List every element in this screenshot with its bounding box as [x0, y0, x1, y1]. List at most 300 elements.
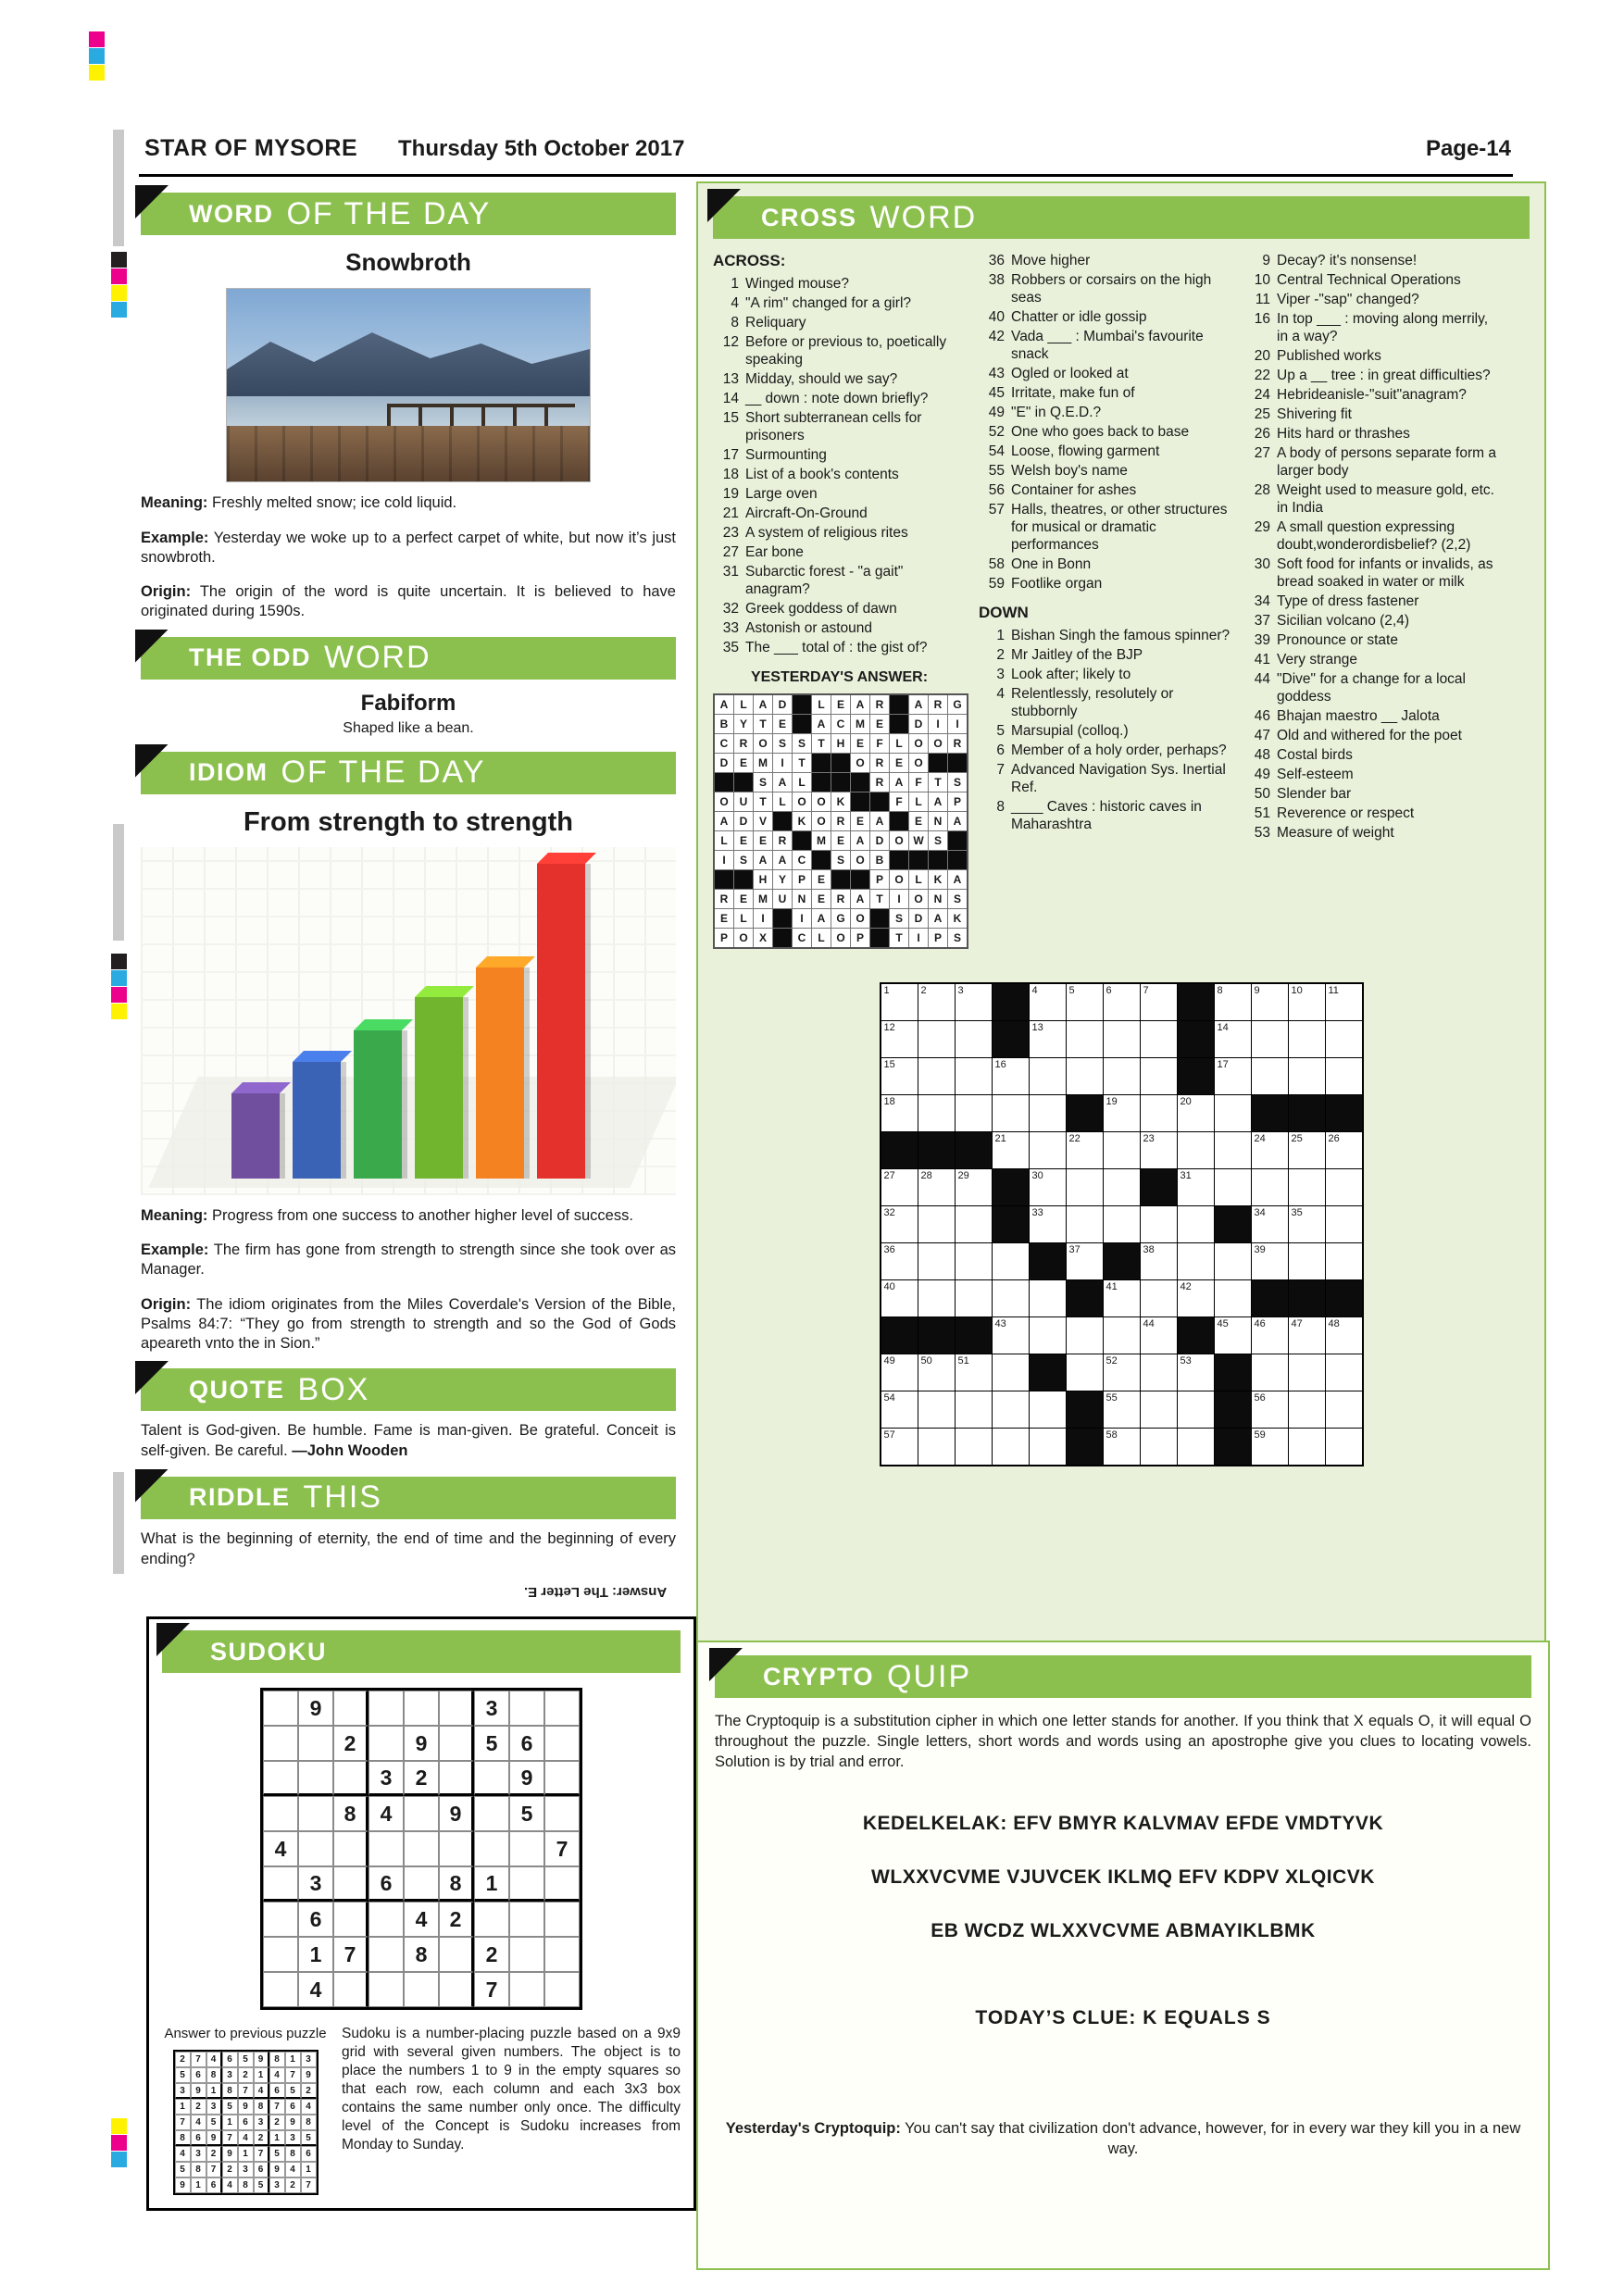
clue-text: Bhajan maestro __ Jalota — [1277, 708, 1440, 724]
clue-text: A small question expressing doubt,wonderordisbelief? (2,2) — [1277, 519, 1471, 553]
sudoku-cell: 1 — [301, 2162, 317, 2177]
cell-number: 45 — [1217, 1318, 1229, 1329]
crossword-cell — [1289, 1058, 1325, 1094]
crossword-cell — [1067, 1206, 1103, 1242]
quote-author: —John Wooden — [292, 1442, 408, 1459]
cipher-line-1: KEDELKELAK: EFV BMYR KALVMAV EFDE VMDTYVK — [862, 1813, 1384, 1834]
sudoku-cell: 3 — [474, 1691, 509, 1726]
crossword-cell — [993, 1243, 1029, 1279]
cell-number: 40 — [883, 1281, 895, 1292]
clue-text: Very strange — [1277, 652, 1358, 668]
sudoku-cell — [263, 1937, 298, 1972]
crossword-cell — [1030, 1169, 1066, 1205]
crossword-cell — [1252, 1391, 1288, 1428]
clue-number: 51 — [1254, 805, 1270, 821]
cell-number: 23 — [1143, 1133, 1155, 1144]
corner-flag-icon — [135, 630, 169, 663]
crossword-black-cell — [918, 1317, 955, 1354]
crossword-cell — [881, 984, 918, 1020]
header-rule — [139, 174, 1513, 177]
clue-number: 8 — [731, 315, 739, 331]
clue-item — [979, 555, 1231, 573]
answer-black-cell — [812, 851, 831, 869]
sudoku-cell: 2 — [301, 2083, 317, 2099]
clue-number: 52 — [988, 424, 1005, 440]
clue-number: 25 — [1254, 406, 1270, 422]
answer-letter-cell: E — [870, 715, 889, 733]
sudoku-cell: 4 — [263, 1831, 298, 1866]
example-label: Example: — [141, 1242, 209, 1258]
crossword-black-cell — [1215, 1206, 1251, 1242]
clue-item — [1244, 347, 1497, 365]
clue-item — [713, 505, 966, 522]
cell-number: 11 — [1328, 985, 1339, 996]
sudoku-box — [146, 1616, 696, 2211]
clue-column-2 — [979, 252, 1231, 949]
clue-text: Decay? it's nonsense! — [1277, 253, 1418, 268]
sudoku-cell: 7 — [222, 2130, 238, 2146]
answer-letter-cell: B — [870, 851, 889, 869]
clue-text: Sicilian volcano (2,4) — [1277, 613, 1410, 629]
sudoku-cell — [544, 1937, 580, 1972]
sudoku-cell: 8 — [333, 1796, 369, 1831]
answer-black-cell — [831, 870, 850, 889]
answer-letter-cell: E — [909, 812, 928, 830]
crossword-black-cell — [956, 1132, 992, 1168]
crossword-cell — [1326, 984, 1362, 1020]
crossword-black-cell — [1141, 1169, 1177, 1205]
sudoku-cell: 6 — [191, 2067, 206, 2083]
crossword-black-cell — [1104, 1243, 1140, 1279]
clue-text: A body of persons separate form a larger body — [1277, 445, 1496, 479]
clue-number: 22 — [1254, 368, 1270, 383]
sudoku-cell: 4 — [298, 1972, 333, 2007]
clue-number: 41 — [1254, 652, 1270, 668]
sudoku-cell: 3 — [206, 2099, 222, 2115]
sudoku-cell: 9 — [175, 2177, 191, 2193]
sudoku-cell — [439, 1691, 474, 1726]
clue-number: 21 — [722, 505, 739, 521]
clue-item — [979, 666, 1231, 683]
cell-number: 29 — [957, 1170, 969, 1181]
crossword-cell — [956, 1058, 992, 1094]
banner-bold-text: CROSS — [761, 203, 857, 231]
sudoku-cell: 6 — [369, 1866, 404, 1902]
clue-item — [713, 466, 966, 483]
crossword-black-cell — [1215, 1354, 1251, 1391]
word-of-day-word: Snowbroth — [345, 248, 471, 276]
crossword-black-cell — [1252, 1095, 1288, 1131]
sudoku-cell — [404, 1796, 439, 1831]
answer-letter-cell: L — [715, 831, 733, 850]
answer-letter-cell: H — [831, 734, 850, 753]
sudoku-cell: 1 — [474, 1866, 509, 1902]
answer-letter-cell: A — [715, 812, 733, 830]
answer-letter-cell: C — [715, 734, 733, 753]
crossword-black-cell — [1067, 1391, 1103, 1428]
crossword-cell — [993, 1280, 1029, 1316]
answer-letter-cell: D — [909, 715, 928, 733]
clue-item — [713, 600, 966, 618]
cell-number: 54 — [883, 1392, 895, 1404]
crossword-black-cell — [1289, 1280, 1325, 1316]
answer-black-cell — [870, 929, 889, 947]
sudoku-banner — [162, 1630, 681, 1673]
crossword-cell — [1141, 1021, 1177, 1057]
crossword-cell — [1067, 1243, 1103, 1279]
clue-item — [1244, 252, 1497, 269]
crossword-cell — [1326, 1391, 1362, 1428]
answer-letter-cell: O — [890, 831, 908, 850]
answer-letter-cell: Y — [734, 715, 753, 733]
black-mark — [111, 252, 127, 268]
answer-black-cell — [909, 851, 928, 869]
clue-item — [1244, 651, 1497, 668]
cyan-mark — [111, 302, 127, 318]
sudoku-cell: 4 — [222, 2177, 238, 2193]
down-clues-1 — [979, 627, 1231, 833]
answer-letter-cell: T — [793, 754, 811, 772]
crossword-cell — [1178, 1243, 1214, 1279]
clue-number: 19 — [722, 486, 739, 502]
clue-number: 29 — [1254, 519, 1270, 535]
answer-letter-cell: O — [734, 929, 753, 947]
page-number: Page-14 — [1425, 136, 1511, 161]
crossword-cell — [1141, 1280, 1177, 1316]
answer-letter-cell: O — [909, 734, 928, 753]
sudoku-grid — [260, 1688, 582, 2010]
clue-number: 10 — [1254, 272, 1270, 288]
clue-item — [713, 524, 966, 542]
yesterday-cryptoquip — [715, 2118, 1531, 2159]
sudoku-cell — [369, 1972, 404, 2007]
clue-item — [979, 646, 1231, 664]
answer-letter-cell: I — [890, 890, 908, 908]
clue-text: Hebrideanisle-"suit"anagram? — [1277, 387, 1467, 403]
answer-letter-cell: I — [754, 909, 772, 928]
sudoku-cell: 2 — [222, 2162, 238, 2177]
answer-letter-cell: F — [909, 773, 928, 792]
crossword-cell — [881, 1429, 918, 1465]
clue-item — [1244, 707, 1497, 725]
sudoku-cell: 8 — [285, 2146, 301, 2162]
cell-number: 50 — [920, 1355, 932, 1366]
crossword-cell — [1141, 1243, 1177, 1279]
clue-number: 37 — [1254, 613, 1270, 629]
crossword-cell — [881, 1243, 918, 1279]
clue-text: List of a book's contents — [745, 467, 899, 482]
sudoku-cell: 3 — [269, 2177, 285, 2193]
banner-light-text: OF THE DAY — [286, 195, 492, 231]
yesterday-cryptoquip-text: You can't say that civilization don't advance, however, for in every war they kill you in a new way. — [900, 2120, 1521, 2157]
sudoku-cell — [509, 1902, 544, 1937]
clue-text: Marsupial (colloq.) — [1011, 723, 1129, 739]
sudoku-cell: 8 — [269, 2052, 285, 2067]
answer-black-cell — [793, 715, 811, 733]
crossword-cell — [1289, 1354, 1325, 1391]
clue-item — [979, 462, 1231, 480]
answer-letter-cell: G — [831, 909, 850, 928]
answer-letter-cell: L — [773, 792, 792, 811]
clue-item — [979, 404, 1231, 421]
clue-number: 4 — [731, 295, 739, 311]
cell-number: 52 — [1106, 1355, 1118, 1366]
clue-text: Published works — [1277, 348, 1381, 364]
crossword-cell — [1030, 1317, 1066, 1354]
crossword-black-cell — [1030, 1243, 1066, 1279]
crossword-cell — [1326, 1058, 1362, 1094]
answer-letter-cell: E — [734, 831, 753, 850]
clue-number: 27 — [722, 544, 739, 560]
example-text: Yesterday we woke up to a perfect carpet of white, but now it’s just snowbroth. — [141, 529, 676, 566]
clue-number: 43 — [988, 366, 1005, 381]
cryptoquip-banner — [715, 1655, 1531, 1698]
crossword-cell — [956, 1391, 992, 1428]
clue-number: 40 — [988, 309, 1005, 325]
crossword-cell — [918, 1021, 955, 1057]
answer-letter-cell: A — [870, 812, 889, 830]
clue-number: 44 — [1254, 671, 1270, 687]
across-header: ACROSS: — [713, 252, 786, 269]
cell-number: 21 — [994, 1133, 1006, 1144]
sudoku-cell: 8 — [439, 1866, 474, 1902]
clue-text: Shivering fit — [1277, 406, 1352, 422]
cell-number: 3 — [957, 985, 964, 996]
cell-number: 59 — [1254, 1429, 1266, 1441]
sudoku-cell: 6 — [238, 2115, 254, 2130]
yesterday-answer-grid — [713, 693, 968, 949]
clue-column-3 — [1244, 252, 1497, 949]
sudoku-cell: 9 — [301, 2067, 317, 2083]
sudoku-cell: 4 — [301, 2099, 317, 2115]
banner-bold-text: QUOTE — [189, 1375, 285, 1404]
origin-text: The idiom originates from the Miles Coverdale's Version of the Bible, Psalms 84:7: “They go from strength to strength and so the God of Gods apeareth vnto the in Sion.” — [141, 1295, 676, 1352]
sudoku-cell — [263, 1691, 298, 1726]
sudoku-cell: 5 — [222, 2099, 238, 2115]
sudoku-cell — [333, 1831, 369, 1866]
chart-bar-top — [476, 956, 535, 967]
clue-text: Winged mouse? — [745, 276, 850, 292]
sudoku-cell — [333, 1691, 369, 1726]
crossword-cell — [1289, 1243, 1325, 1279]
corner-flag-icon — [156, 1623, 190, 1656]
crossword-cell — [1178, 1354, 1214, 1391]
clue-text: Advanced Navigation Sys. Inertial Ref. — [1011, 762, 1226, 795]
answer-letter-cell: L — [909, 792, 928, 811]
clue-item — [1244, 444, 1497, 480]
answer-letter-cell: B — [715, 715, 733, 733]
answer-letter-cell: I — [773, 754, 792, 772]
clue-text: Up a __ tree : in great difficulties? — [1277, 368, 1491, 383]
sudoku-cell: 8 — [404, 1937, 439, 1972]
clue-number: 54 — [988, 443, 1005, 459]
cell-number: 16 — [994, 1059, 1006, 1070]
answer-letter-cell: R — [870, 754, 889, 772]
crossword-cell — [993, 1391, 1029, 1428]
clue-number: 18 — [722, 467, 739, 482]
answer-letter-cell: P — [870, 870, 889, 889]
sudoku-cell: 4 — [206, 2052, 222, 2067]
answer-letter-cell: A — [812, 715, 831, 733]
answer-letter-cell: P — [851, 929, 869, 947]
quote-body: Talent is God-given. Be humble. Fame is man-given. Be grateful. Conceit is self-given. Be careful. — [141, 1422, 676, 1459]
sudoku-cell — [404, 1972, 439, 2007]
down-header: DOWN — [979, 604, 1029, 621]
answer-letter-cell: S — [948, 890, 967, 908]
banner-light-text: WORD — [869, 199, 978, 235]
answer-black-cell — [948, 851, 967, 869]
answer-letter-cell: W — [909, 831, 928, 850]
sudoku-cell: 8 — [175, 2130, 191, 2146]
sudoku-cell: 4 — [285, 2162, 301, 2177]
answer-letter-cell: P — [929, 929, 947, 947]
clue-item — [1244, 824, 1497, 842]
sudoku-cell: 7 — [474, 1972, 509, 2007]
sudoku-cell: 8 — [238, 2177, 254, 2193]
cell-number: 10 — [1291, 985, 1303, 996]
crossword-cell — [1326, 1169, 1362, 1205]
clue-text: One in Bonn — [1011, 556, 1092, 572]
answer-letter-cell: P — [948, 792, 967, 811]
answer-letter-cell: G — [948, 695, 967, 714]
answer-letter-cell: A — [890, 773, 908, 792]
sudoku-cell: 1 — [238, 2146, 254, 2162]
crossword-cell — [881, 1095, 918, 1131]
answer-letter-cell: F — [870, 734, 889, 753]
answer-letter-cell: T — [754, 715, 772, 733]
clue-item — [713, 314, 966, 331]
clue-text: Greek goddess of dawn — [745, 601, 897, 617]
crossword-cell — [1104, 1021, 1140, 1057]
crossword-cell — [1067, 1354, 1103, 1391]
crossword-panel — [696, 181, 1546, 1644]
sudoku-cell — [298, 1761, 333, 1796]
sudoku-cell: 6 — [285, 2099, 301, 2115]
crossword-cell — [918, 1058, 955, 1094]
clue-item — [979, 798, 1231, 833]
sudoku-cell — [333, 1902, 369, 1937]
chart-bar-top — [293, 1051, 352, 1062]
answer-letter-cell: E — [851, 734, 869, 753]
sudoku-cell — [509, 1831, 544, 1866]
sudoku-cell: 6 — [222, 2052, 238, 2067]
crossword-cell — [993, 1354, 1029, 1391]
clue-text: Bishan Singh the famous spinner? — [1011, 628, 1230, 643]
sudoku-cell: 6 — [298, 1902, 333, 1937]
banner-bold-text: RIDDLE — [189, 1483, 291, 1511]
cyan-mark — [111, 2152, 127, 2167]
crossword-cell — [1067, 1058, 1103, 1094]
clue-item — [1244, 727, 1497, 744]
sudoku-cell: 9 — [238, 2099, 254, 2115]
sudoku-cell: 9 — [206, 2130, 222, 2146]
sudoku-cell: 2 — [238, 2067, 254, 2083]
crossword-cell — [1104, 1317, 1140, 1354]
sudoku-cell: 1 — [175, 2099, 191, 2115]
clue-text: Old and withered for the poet — [1277, 728, 1462, 743]
answer-letter-cell: A — [851, 831, 869, 850]
clue-text: Pronounce or state — [1277, 632, 1398, 648]
sudoku-cell — [263, 1761, 298, 1796]
clue-number: 23 — [722, 525, 739, 541]
sudoku-cell — [509, 1972, 544, 2007]
crossword-cell — [1215, 1132, 1251, 1168]
cell-number: 26 — [1328, 1133, 1340, 1144]
answer-letter-cell: T — [812, 734, 831, 753]
sudoku-cell: 9 — [298, 1691, 333, 1726]
clue-number: 35 — [722, 640, 739, 655]
answer-black-cell — [831, 773, 850, 792]
answer-letter-cell: O — [812, 812, 831, 830]
yellow-mark — [89, 65, 105, 81]
answer-letter-cell: X — [754, 929, 772, 947]
corner-flag-icon — [709, 1648, 743, 1681]
crossword-black-cell — [1326, 1095, 1362, 1131]
crossword-cell — [1030, 1391, 1066, 1428]
crossword-cell — [1289, 984, 1325, 1020]
cell-number: 58 — [1106, 1429, 1118, 1441]
cell-number: 22 — [1068, 1133, 1081, 1144]
clue-text: Member of a holy order, perhaps? — [1011, 742, 1227, 758]
answer-letter-cell: M — [851, 715, 869, 733]
answer-letter-cell: O — [793, 792, 811, 811]
sudoku-cell: 6 — [301, 2146, 317, 2162]
clue-item — [1244, 631, 1497, 649]
origin-label: Origin: — [141, 1295, 192, 1313]
clue-item — [1244, 593, 1497, 610]
crossword-cell — [1178, 1132, 1214, 1168]
crossword-cell — [1104, 1280, 1140, 1316]
answer-letter-cell: R — [870, 773, 889, 792]
crossword-cell — [1252, 1169, 1288, 1205]
answer-letter-cell: N — [929, 812, 947, 830]
crossword-cell — [918, 1354, 955, 1391]
crossword-cell — [918, 1429, 955, 1465]
clue-item — [1244, 271, 1497, 289]
answer-letter-cell: R — [929, 695, 947, 714]
cell-number: 1 — [883, 985, 890, 996]
clue-item — [713, 390, 966, 407]
clue-text: Welsh boy's name — [1011, 463, 1128, 479]
cryptoquip-intro: The Cryptoquip is a substitution cipher in which one letter stands for another. If you think that X equals O, it will equal O throughout the puzzle. Single letters, short words and words using an apostrophe give you clues to locating vowels. Solution is by trial and error. — [715, 1713, 1531, 1770]
answer-letter-cell: E — [734, 754, 753, 772]
sudoku-cell — [369, 1726, 404, 1761]
clue-text: Aircraft-On-Ground — [745, 505, 868, 521]
clue-text: Ear bone — [745, 544, 804, 560]
sudoku-cell: 6 — [191, 2130, 206, 2146]
crossword-cell — [1215, 1280, 1251, 1316]
clue-number: 26 — [1254, 426, 1270, 442]
answer-letter-cell: S — [890, 909, 908, 928]
answer-letter-cell: T — [890, 929, 908, 947]
crossword-black-cell — [1252, 1280, 1288, 1316]
banner-bold-text: THE ODD — [189, 643, 311, 671]
clue-number: 5 — [996, 723, 1005, 739]
answer-letter-cell: E — [812, 890, 831, 908]
crossword-cell — [956, 1280, 992, 1316]
answer-letter-cell: K — [948, 909, 967, 928]
clue-text: Soft food for infants or invalids, as bread soaked in water or milk — [1277, 556, 1493, 590]
sudoku-cell — [544, 1796, 580, 1831]
clue-item — [979, 423, 1231, 441]
answer-letter-cell: L — [812, 695, 831, 714]
banner-light-text: OF THE DAY — [281, 755, 486, 790]
sudoku-cell: 2 — [333, 1726, 369, 1761]
answer-letter-cell: E — [831, 695, 850, 714]
answer-letter-cell: I — [929, 715, 947, 733]
crossword-cell — [1141, 1132, 1177, 1168]
answer-letter-cell: A — [773, 851, 792, 869]
